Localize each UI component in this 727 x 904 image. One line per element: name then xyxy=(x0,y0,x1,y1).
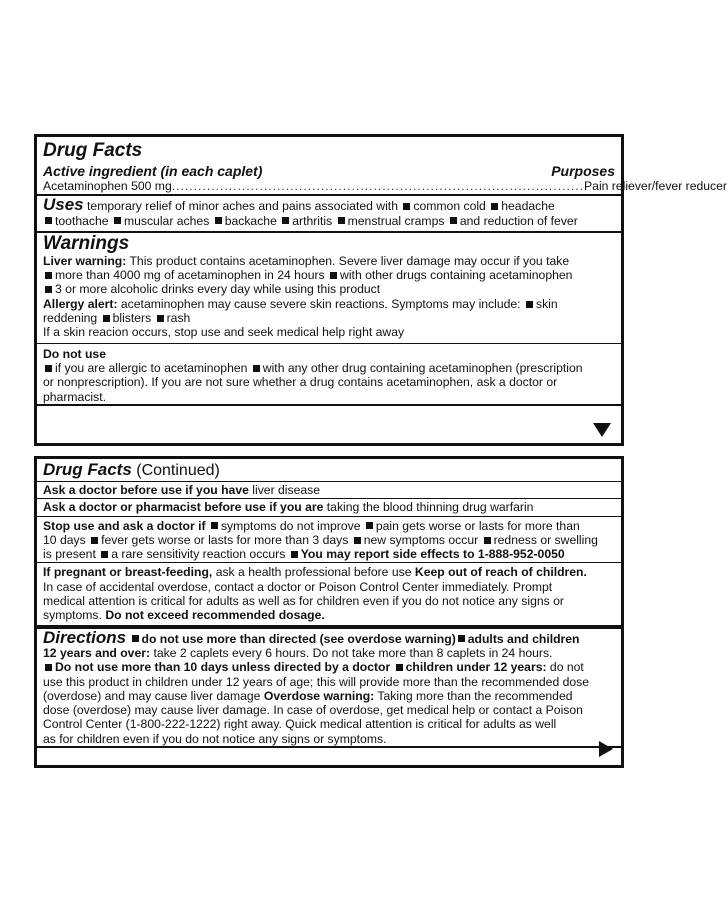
liver-item: 3 or more alcoholic drinks every day while using this product xyxy=(55,282,381,297)
directions-text: Control Center (1-800-222-1222) right away. Quick medical attention is critical for adults as well xyxy=(43,717,557,732)
warnings-heading: Warnings xyxy=(43,232,130,254)
bullet-icon xyxy=(45,286,52,293)
directions-item: 12 years and over: xyxy=(43,645,151,660)
directions-text: Taking more than the recommended xyxy=(377,688,573,703)
active-ingredient-section xyxy=(37,137,727,196)
uses-item: toothache xyxy=(55,213,109,228)
do-not-use-item: with any other drug containing acetaminophen (prescription xyxy=(262,360,583,375)
bullet-icon xyxy=(396,664,403,671)
keep-out-of-reach: Keep out of reach of children. xyxy=(414,565,587,580)
do-not-use-text: or nonprescription). If you are not sure whether a drug contains acetaminophen, ask a doctor or xyxy=(43,375,558,390)
stop-use-item: new symptoms occur xyxy=(363,532,479,547)
bullet-icon xyxy=(253,365,260,372)
directions-item: Do not use more than 10 days unless directed by a doctor xyxy=(55,660,391,675)
bullet-icon xyxy=(45,664,52,671)
directions-heading: Directions xyxy=(43,627,127,647)
ingredient-purpose: Pain reliever/fever reducer xyxy=(584,179,727,193)
overdose-warning-label: Overdose warning: xyxy=(263,688,375,703)
directions-item: do not xyxy=(549,660,584,675)
bullet-icon xyxy=(101,551,108,558)
directions-item: take 2 caplets every 6 hours. Do not take more than 8 caplets in 24 hours. xyxy=(153,645,553,660)
ask-doctor-section xyxy=(37,482,621,499)
bullet-icon xyxy=(211,522,218,529)
bullet-icon xyxy=(354,537,361,544)
warnings-section xyxy=(37,233,621,344)
bullet-icon xyxy=(338,217,345,224)
bullet-icon xyxy=(45,272,52,279)
stop-use-item: pain gets worse or lasts for more than xyxy=(375,518,580,533)
bullet-icon xyxy=(103,315,110,322)
liver-warning-text: This product contains acetaminophen. Severe liver damage may occur if you take xyxy=(129,253,570,268)
directions-section xyxy=(37,627,621,748)
stop-use-item: fever gets worse or lasts for more than 3 days xyxy=(101,532,349,547)
allergy-item: blisters xyxy=(112,311,152,326)
bullet-icon xyxy=(526,301,533,308)
liver-warning-label: Liver warning: xyxy=(43,253,127,268)
pregnant-text: ask a health professional before use xyxy=(215,565,412,580)
ask-pharmacist-label: Ask a doctor or pharmacist before use if you are xyxy=(43,500,324,515)
directions-item: children under 12 years: xyxy=(405,660,547,675)
side-effects-phone: You may report side effects to 1-888-952-0050 xyxy=(300,547,565,562)
uses-item: common cold xyxy=(413,199,486,214)
overdose-text: medical attention is critical for adults as well as for children even if you do not notice any signs or xyxy=(43,594,564,609)
allergy-item: skin xyxy=(535,296,558,311)
continue-right-icon xyxy=(599,741,613,757)
purposes-heading: Purposes xyxy=(551,163,615,179)
bullet-icon xyxy=(458,635,465,642)
leader-dots: .............................................................................................. xyxy=(171,179,585,193)
drug-facts-panel-1 xyxy=(34,134,727,446)
do-not-use-section xyxy=(37,344,621,406)
drug-facts-title: Drug Facts xyxy=(43,460,132,479)
directions-text: dose (overdose) may cause liver damage. In case of overdose, get medical help or contact a Poison xyxy=(43,703,583,718)
bullet-icon xyxy=(114,217,121,224)
bullet-icon xyxy=(291,551,298,558)
allergy-item: reddening xyxy=(43,311,98,326)
uses-item: headache xyxy=(501,199,555,214)
continued-title-section xyxy=(37,459,621,482)
overdose-text: symptoms. xyxy=(43,608,102,623)
ask-doctor-label: Ask a doctor before use if you have xyxy=(43,483,249,497)
allergy-item: rash xyxy=(166,311,191,326)
bullet-icon xyxy=(282,217,289,224)
bullet-icon xyxy=(45,217,52,224)
continue-down-icon xyxy=(593,423,611,437)
uses-section xyxy=(37,196,621,233)
uses-item: arthritis xyxy=(292,213,333,228)
uses-item: and reduction of fever xyxy=(459,213,578,228)
stop-use-item: 10 days xyxy=(43,532,86,547)
uses-item: muscular aches xyxy=(123,213,210,228)
directions-text: as for children even if you do not notice any signs or symptoms. xyxy=(43,731,387,746)
bullet-icon xyxy=(45,365,52,372)
drug-facts-title: Drug Facts xyxy=(43,140,143,161)
liver-item: with other drugs containing acetaminophen xyxy=(340,268,573,283)
stop-use-section xyxy=(37,517,621,564)
bullet-icon xyxy=(491,203,498,210)
uses-item: backache xyxy=(224,213,277,228)
continued-label: (Continued) xyxy=(136,462,220,479)
ingredient-name: Acetaminophen 500 mg xyxy=(43,179,172,193)
allergy-alert-text: acetaminophen may cause severe skin reactions. Symptoms may include: xyxy=(120,296,521,311)
bullet-icon xyxy=(330,272,337,279)
ask-doctor-text: liver disease xyxy=(252,483,321,497)
skin-reaction-text: If a skin reacion occurs, stop use and seek medical help right away xyxy=(43,325,405,340)
stop-use-item: is present xyxy=(43,547,96,562)
liver-item: more than 4000 mg of acetaminophen in 24 hours xyxy=(55,268,325,283)
uses-item: menstrual cramps xyxy=(347,213,445,228)
directions-item: adults and children xyxy=(467,631,580,646)
directions-text: (overdose) and may cause liver damage xyxy=(43,688,261,703)
overdose-text: In case of accidental overdose, contact a doctor or Poison Control Center immediately. Prompt xyxy=(43,579,553,594)
stop-use-item: symptoms do not improve xyxy=(220,518,361,533)
stop-use-item: redness or swelling xyxy=(493,532,598,547)
bullet-icon xyxy=(91,537,98,544)
do-not-use-text: pharmacist. xyxy=(43,389,106,404)
active-ingredient-heading: Active ingredient (in each caplet) xyxy=(43,163,263,179)
bullet-icon xyxy=(157,315,164,322)
allergy-alert-label: Allergy alert: xyxy=(43,296,118,311)
pregnant-label: If pregnant or breast-feeding, xyxy=(43,565,213,580)
bullet-icon xyxy=(403,203,410,210)
uses-intro: temporary relief of minor aches and pains associated with xyxy=(87,199,398,214)
drug-facts-panel-2 xyxy=(34,456,624,768)
bullet-icon xyxy=(366,522,373,529)
ask-pharmacist-text: taking the blood thinning drug warfarin xyxy=(326,500,534,515)
do-not-use-item: if you are allergic to acetaminophen xyxy=(55,360,248,375)
ask-pharmacist-section xyxy=(37,499,621,516)
pregnant-section xyxy=(37,563,621,626)
uses-heading: Uses xyxy=(43,195,84,215)
bullet-icon xyxy=(484,537,491,544)
bullet-icon xyxy=(132,635,139,642)
stop-use-item: a rare sensitivity reaction occurs xyxy=(111,547,286,562)
directions-item: do not use more than directed (see overdose warning) xyxy=(141,631,456,646)
directions-text: use this product in children under 12 years of age; this will provide more than the recommended dose xyxy=(43,674,590,689)
do-not-use-heading: Do not use xyxy=(43,346,106,361)
do-not-exceed: Do not exceed recommended dosage. xyxy=(105,608,325,623)
bullet-icon xyxy=(450,217,457,224)
stop-use-label: Stop use and ask a doctor if xyxy=(43,518,206,533)
bullet-icon xyxy=(215,217,222,224)
